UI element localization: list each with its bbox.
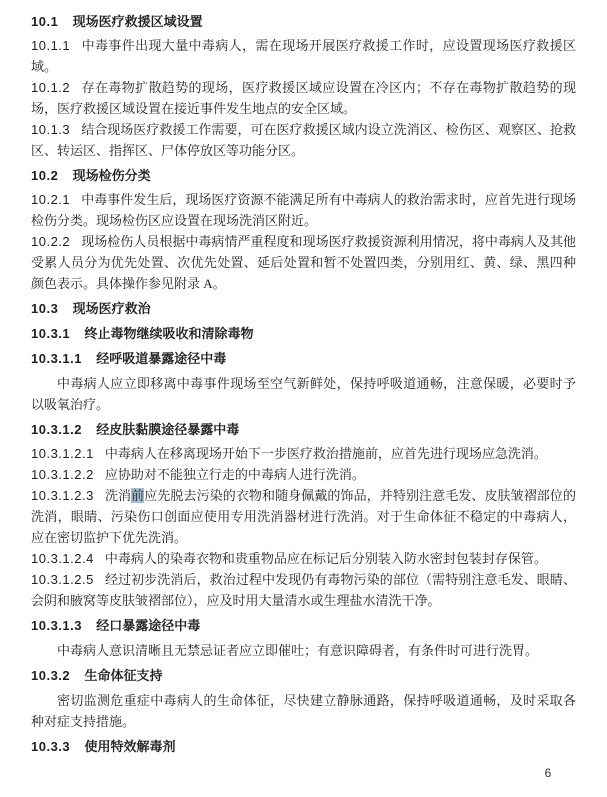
- clause-paragraph-10-1-3: [31, 119, 576, 161]
- body-paragraph-18: [31, 640, 576, 661]
- clause-text: 中毒病人的染毒衣物和贵重物品应在标记后分别装入防水密封包装封存保管。: [104, 551, 547, 566]
- section-heading-10-1: [31, 11, 576, 32]
- body-paragraph-20: [31, 690, 576, 732]
- clause-number: 10.3.1.2.3: [31, 488, 94, 503]
- clause-number: 10.1: [31, 14, 59, 29]
- clause-number: 10.3.1: [31, 326, 71, 341]
- section-heading-10-3: [31, 298, 576, 319]
- section-heading-10-3-1-2: [31, 419, 576, 440]
- section-title: 终止毒物继续吸收和清除毒物: [84, 326, 254, 341]
- page-number: 6: [544, 766, 552, 780]
- clause-number: 10.3.3: [31, 739, 71, 754]
- clause-number: 10.3.2: [31, 668, 71, 683]
- clause-paragraph-10-3-1-2-4: [31, 548, 576, 569]
- clause-number: 10.3.1.2: [31, 422, 82, 437]
- body-paragraph-10: [31, 373, 576, 415]
- clause-number: 10.3.1.2.4: [31, 551, 94, 566]
- section-heading-10-3-2: [31, 665, 576, 686]
- section-heading-10-3-1-3: [31, 615, 576, 636]
- clause-text-before-highlight: 洗消: [104, 488, 132, 503]
- clause-number: 10.1.2: [31, 80, 71, 95]
- clause-text: 中毒事件出现大量中毒病人，需在现场开展医疗救援工作时，应设置现场医疗救援区域。: [31, 38, 576, 74]
- section-heading-10-3-1: [31, 323, 576, 344]
- clause-number: 10.1.1: [31, 38, 71, 53]
- clause-text-after-highlight: 应先脱去污染的衣物和随身佩戴的饰品，并特别注意毛发、皮肤皱褶部位的洗消，眼睛、污染伤口创面应使用专用洗消器材进行洗消。对于生命体征不稳定的中毒病人，应在密切监护下优先洗消。: [31, 488, 576, 545]
- section-title: 生命体征支持: [84, 668, 163, 683]
- section-title: 现场医疗救治: [72, 301, 151, 316]
- section-heading-10-3-1-1: [31, 348, 576, 369]
- clause-paragraph-10-1-1: [31, 35, 576, 77]
- clause-text: 应协助对不能独立行走的中毒病人进行洗消。: [104, 467, 365, 482]
- clause-text: 密切监测危重症中毒病人的生命体征，尽快建立静脉通路，保持呼吸道通畅，及时采取各种对症支持措施。: [31, 693, 576, 729]
- clause-paragraph-10-3-1-2-1: [31, 443, 576, 464]
- clause-number: 10.3.1.1: [31, 351, 82, 366]
- clause-text: 现场检伤人员根据中毒病情严重程度和现场医疗救援资源利用情况，将中毒病人及其他受累人员分为优先处置、次优先处置、延后处置和暂不处置四类，分别用红、黄、绿、黑四种颜色表示。具体操作参见附录 A。: [31, 234, 576, 291]
- clause-number: 10.3.1.2.1: [31, 446, 94, 461]
- clause-number: 10.3: [31, 301, 59, 316]
- clause-paragraph-10-1-2: [31, 77, 576, 119]
- section-title: 现场检伤分类: [72, 168, 151, 183]
- clause-paragraph-10-2-2: [31, 231, 576, 294]
- section-heading-10-2: [31, 165, 576, 186]
- clause-number: 10.1.3: [31, 122, 71, 137]
- clause-paragraph-10-3-1-2-2: [31, 464, 576, 485]
- clause-text: 结合现场医疗救援工作需要，可在医疗救援区域内设立洗消区、检伤区、观察区、抢救区、转运区、指挥区、尸体停放区等功能分区。: [31, 122, 576, 158]
- section-title: 使用特效解毒剂: [84, 739, 176, 754]
- section-title: 经皮肤黏膜途径暴露中毒: [96, 422, 240, 437]
- clause-text: 经过初步洗消后，救治过程中发现仍有毒物污染的部位（需特别注意毛发、眼睛、会阴和腋窝等皮肤皱褶部位），应及时用大量清水或生理盐水清洗干净。: [31, 572, 576, 608]
- clause-number: 10.3.1.2.2: [31, 467, 94, 482]
- section-title: 经口暴露途径中毒: [96, 618, 201, 633]
- clause-text: 中毒病人应立即移离中毒事件现场至空气新鲜处，保持呼吸道通畅，注意保暖，必要时予以吸氧治疗。: [31, 376, 576, 412]
- section-title: 经呼吸道暴露途径中毒: [96, 351, 227, 366]
- clause-text: 存在毒物扩散趋势的现场，医疗救援区域应设置在冷区内；不存在毒物扩散趋势的现场，医疗救援区域设置在接近事件发生地点的安全区域。: [31, 80, 576, 116]
- clause-paragraph-10-3-1-2-3: [31, 485, 576, 548]
- clause-number: 10.3.1.3: [31, 618, 82, 633]
- clause-number: 10.3.1.2.5: [31, 572, 94, 587]
- clause-text: 中毒病人在移离现场开始下一步医疗救治措施前，应首先进行现场应急洗消。: [104, 446, 547, 461]
- clause-number: 10.2.2: [31, 234, 71, 249]
- section-title: 现场医疗救援区域设置: [72, 14, 203, 29]
- clause-text: 中毒病人意识清晰且无禁忌证者应立即催吐；有意识障碍者，有条件时可进行洗胃。: [57, 643, 539, 658]
- clause-number: 10.2: [31, 168, 59, 183]
- clause-paragraph-10-2-1: [31, 189, 576, 231]
- clause-text: 中毒事件发生后，现场医疗资源不能满足所有中毒病人的救治需求时，应首先进行现场检伤分类。现场检伤区应设置在现场洗消区附近。: [31, 192, 576, 228]
- section-heading-10-3-3: [31, 736, 576, 757]
- selection-highlight: 前: [131, 488, 145, 503]
- clause-number: 10.2.1: [31, 192, 71, 207]
- clause-paragraph-10-3-1-2-5: [31, 569, 576, 611]
